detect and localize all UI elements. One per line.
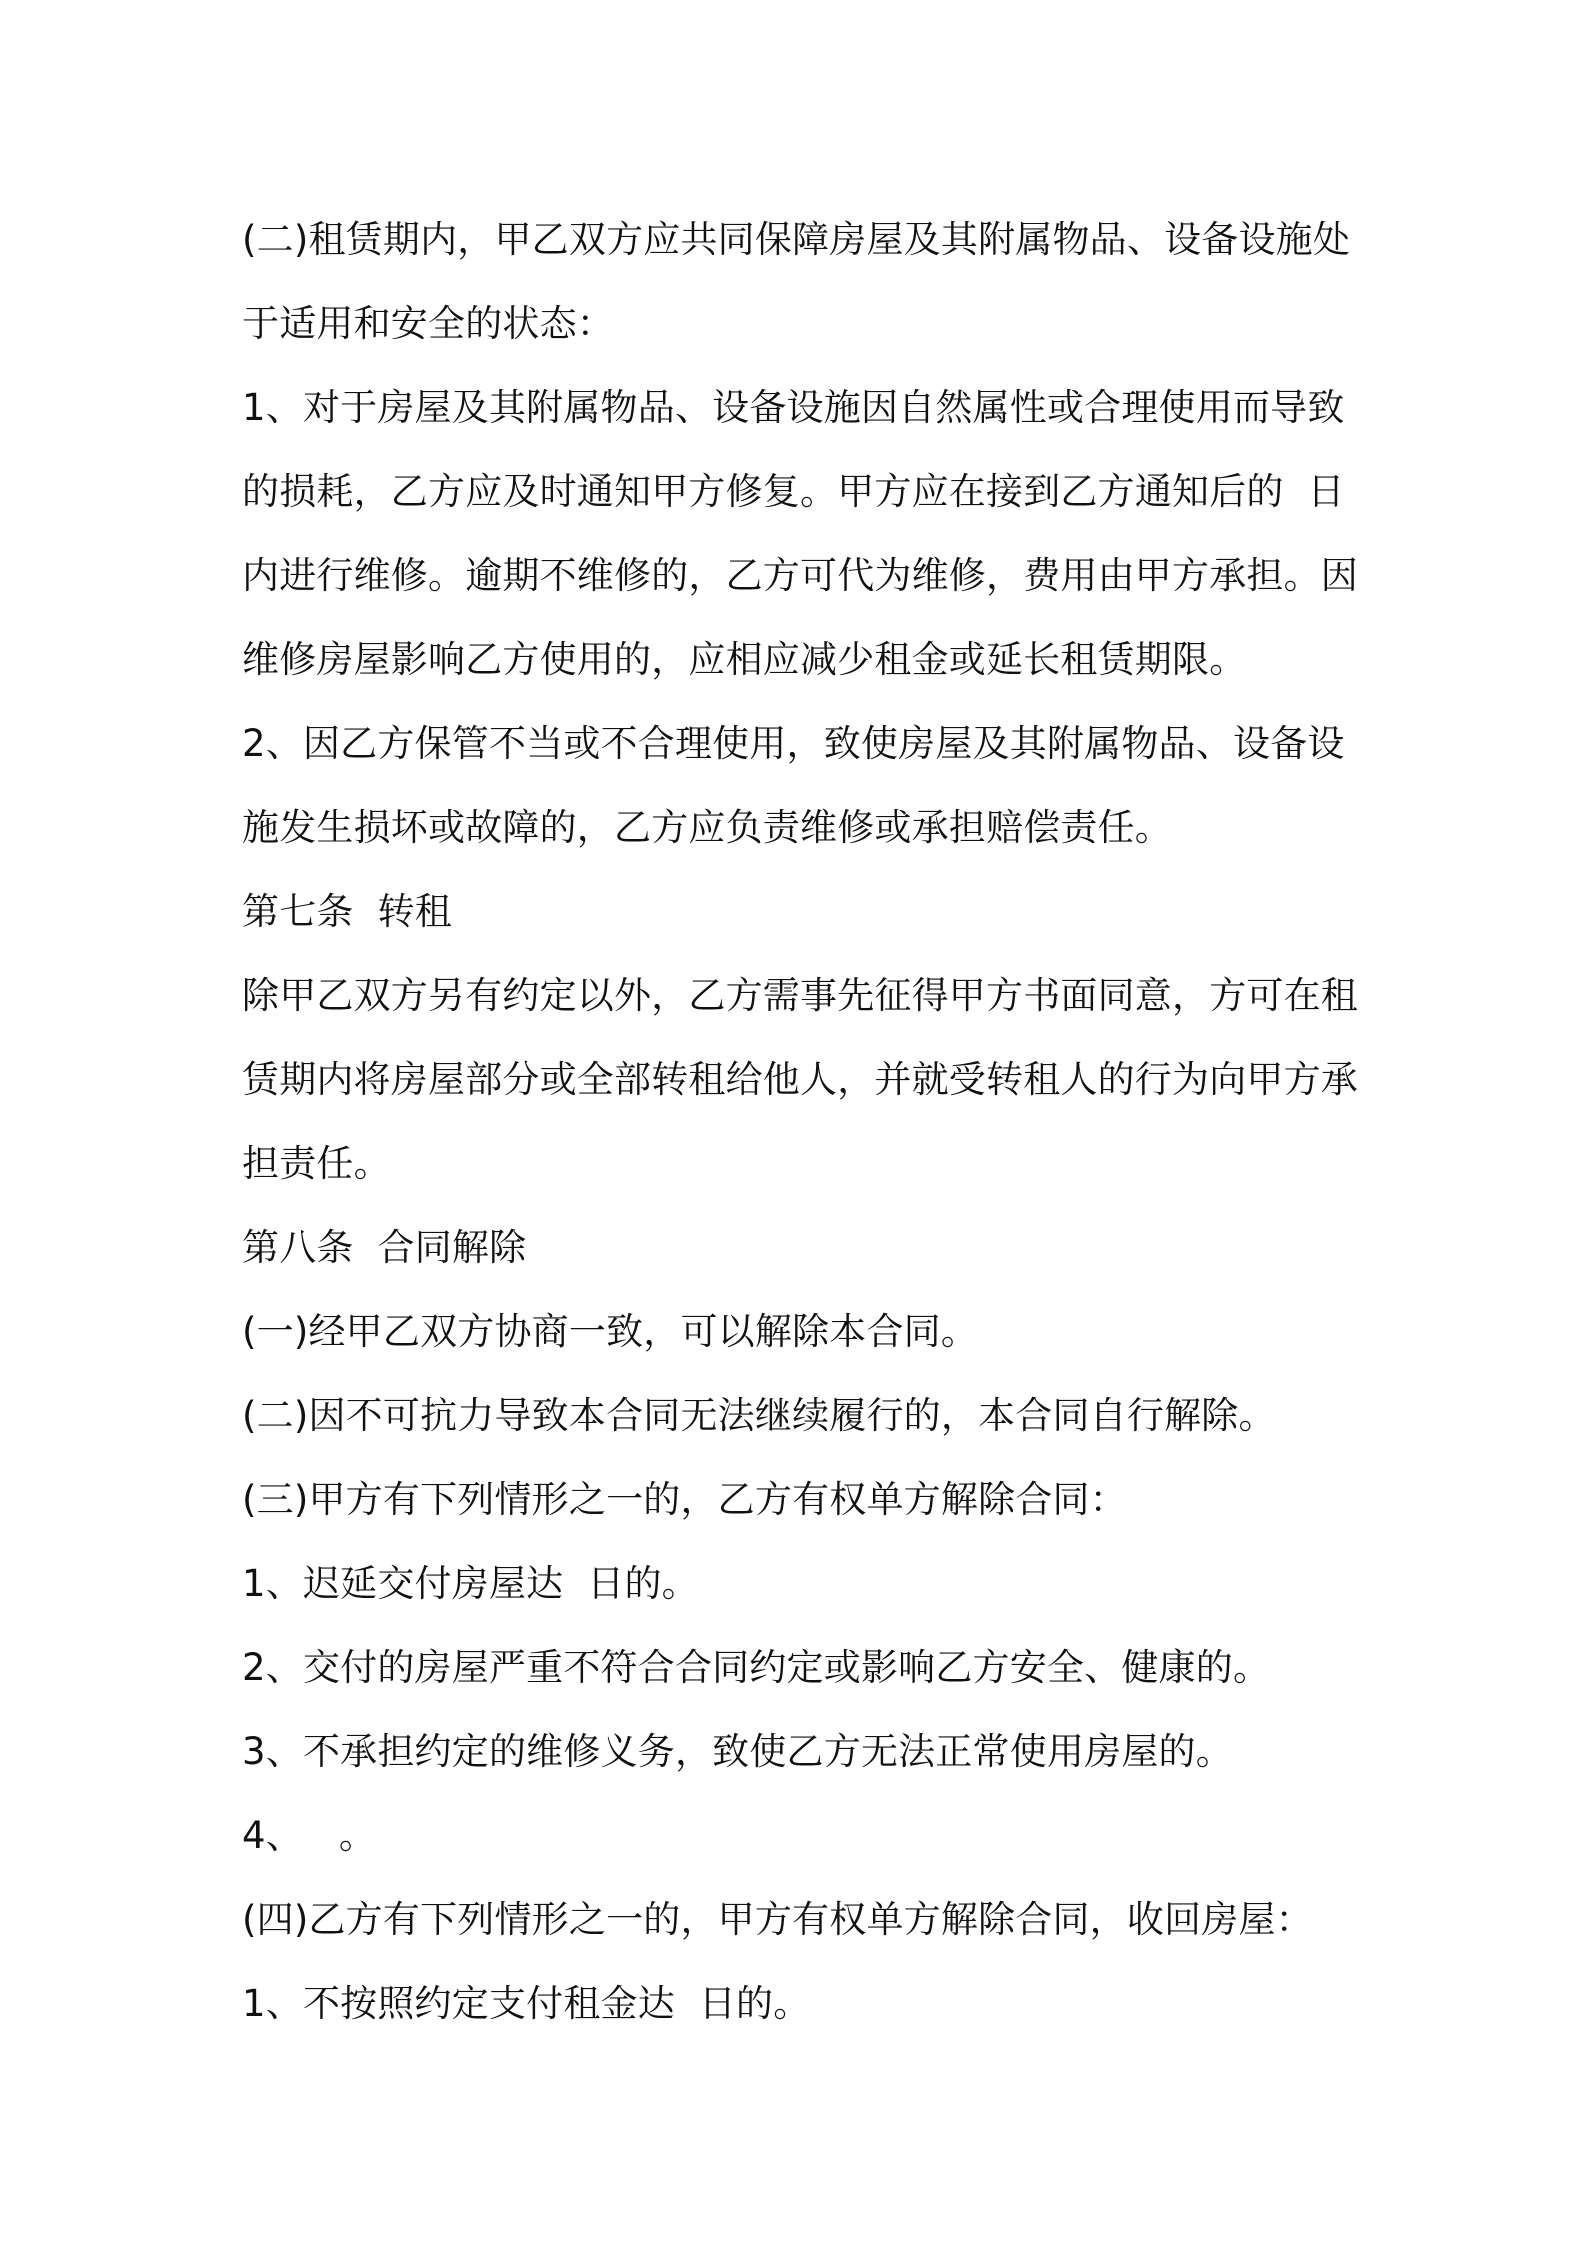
list-item: 2、交付的房屋严重不符合合同约定或影响乙方安全、健康的。 xyxy=(242,1646,1271,1689)
paragraph-line: (四)乙方有下列情形之一的，甲方有权单方解除合同，收回房屋： xyxy=(242,1898,1313,1941)
paragraph-line: 2、因乙方保管不当或不合理使用，致使房屋及其附属物品、设备设 xyxy=(242,722,1345,765)
paragraph-line: 于适用和安全的状态： xyxy=(242,302,614,345)
paragraph-line: 担责任。 xyxy=(242,1142,391,1185)
paragraph-line: 施发生损坏或故障的，乙方应负责维修或承担赔偿责任。 xyxy=(242,806,1172,849)
paragraph-line: 内进行维修。逾期不维修的，乙方可代为维修，费用由甲方承担。因 xyxy=(242,554,1358,597)
section-heading-sublease: 第七条 转租 xyxy=(242,890,452,933)
list-item: 3、不承担约定的维修义务，致使乙方无法正常使用房屋的。 xyxy=(242,1730,1233,1773)
list-item: 1、不按照约定支付租金达 日的。 xyxy=(242,1982,811,2025)
paragraph-line: 的损耗，乙方应及时通知甲方修复。甲方应在接到乙方通知后的 日 xyxy=(242,470,1345,513)
paragraph-line: 维修房屋影响乙方使用的，应相应减少租金或延长租赁期限。 xyxy=(242,638,1247,681)
document-body xyxy=(242,198,1362,2046)
paragraph-line: 除甲乙双方另有约定以外，乙方需事先征得甲方书面同意，方可在租 xyxy=(242,974,1358,1017)
paragraph-line: (二)租赁期内，甲乙双方应共同保障房屋及其附属物品、设备设施处 xyxy=(242,218,1351,261)
section-heading-termination: 第八条 合同解除 xyxy=(242,1226,527,1269)
paragraph-line: 赁期内将房屋部分或全部转租给他人，并就受转租人的行为向甲方承 xyxy=(242,1058,1358,1101)
list-item: 1、迟延交付房屋达 日的。 xyxy=(242,1562,699,1605)
paragraph-line: (二)因不可抗力导致本合同无法继续履行的，本合同自行解除。 xyxy=(242,1394,1276,1437)
paragraph-line: 1、对于房屋及其附属物品、设备设施因自然属性或合理使用而导致 xyxy=(242,386,1345,429)
paragraph-line: (一)经甲乙双方协商一致，可以解除本合同。 xyxy=(242,1310,979,1353)
paragraph-line: (三)甲方有下列情形之一的，乙方有权单方解除合同： xyxy=(242,1478,1127,1521)
list-item: 4、 。 xyxy=(242,1814,377,1857)
